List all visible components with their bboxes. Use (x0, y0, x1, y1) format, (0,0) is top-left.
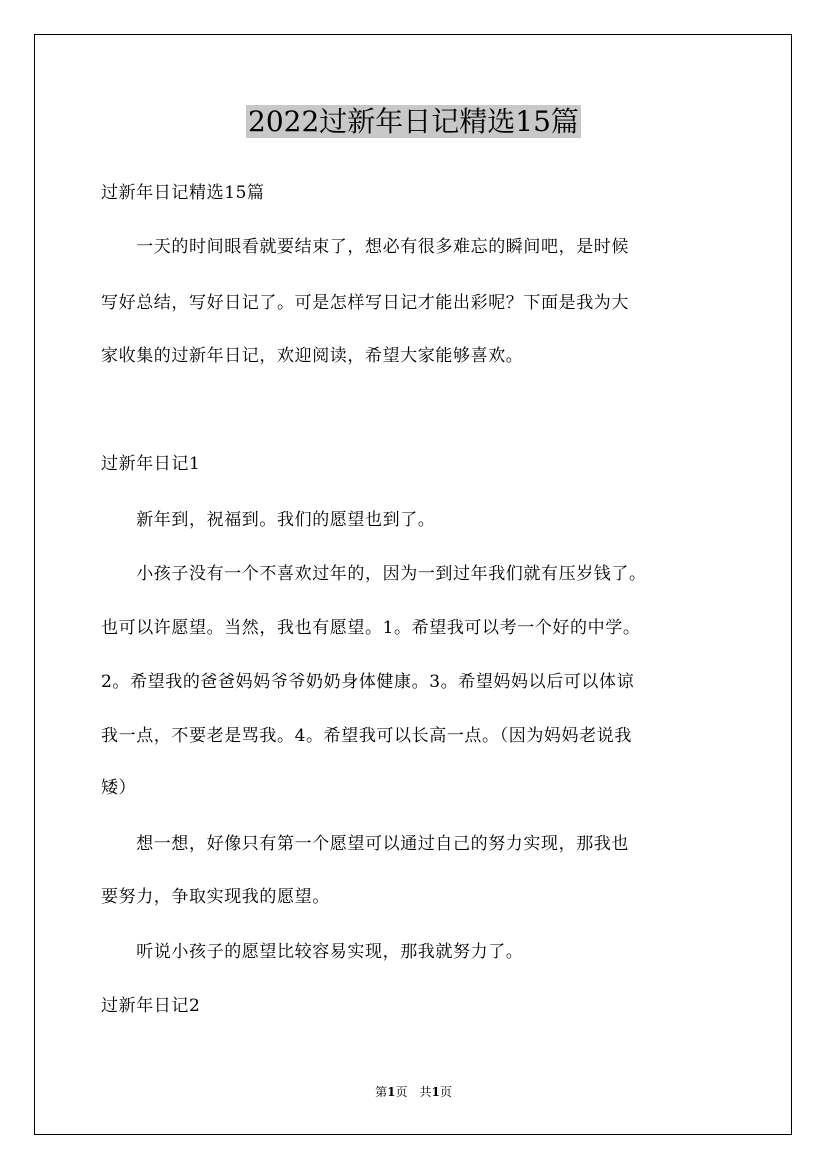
paragraph-line: 想一想，好像只有第一个愿望可以通过自己的努力实现，那我也 (101, 834, 629, 854)
page-footer (0, 1084, 827, 1100)
footer-total-pages: 1 (431, 1085, 440, 1099)
paragraph-line: 要努力，争取实现我的愿望。 (101, 887, 330, 907)
paragraph-line: 新年到，祝福到。我们的愿望也到了。 (101, 510, 436, 530)
document-title (0, 102, 827, 142)
footer-page-prefix: 第 (375, 1085, 388, 1099)
footer-page-mid: 页 共 (395, 1085, 432, 1099)
section-heading: 过新年日记2 (101, 996, 201, 1016)
paragraph-line: 2。希望我的爸爸妈妈爷爷奶奶身体健康。3。希望妈妈以后可以体谅 (101, 672, 635, 692)
paragraph-line: 矮） (101, 778, 137, 798)
subtitle-line: 过新年日记精选15篇 (101, 183, 265, 203)
paragraph-line: 家收集的过新年日记，欢迎阅读，希望大家能够喜欢。 (101, 346, 524, 366)
paragraph-line: 也可以许愿望。当然，我也有愿望。1。希望我可以考一个好的中学。 (101, 618, 641, 638)
paragraph-line: 写好总结，写好日记了。可是怎样写日记才能出彩呢？下面是我为大 (101, 293, 629, 313)
paragraph-line: 听说小孩子的愿望比较容易实现，那我就努力了。 (101, 942, 524, 962)
paragraph-line: 我一点，不要老是骂我。4。希望我可以长高一点。（因为妈妈老说我 (101, 726, 632, 746)
section-heading: 过新年日记1 (101, 454, 201, 474)
paragraph-line: 小孩子没有一个不喜欢过年的，因为一到过年我们就有压岁钱了。 (101, 564, 647, 584)
footer-page-number: 1 (387, 1085, 396, 1099)
document-title-text: 2022过新年日记精选15篇 (248, 105, 579, 138)
paragraph-line: 一天的时间眼看就要结束了，想必有很多难忘的瞬间吧，是时候 (101, 237, 629, 257)
footer-page-suffix: 页 (439, 1085, 452, 1099)
